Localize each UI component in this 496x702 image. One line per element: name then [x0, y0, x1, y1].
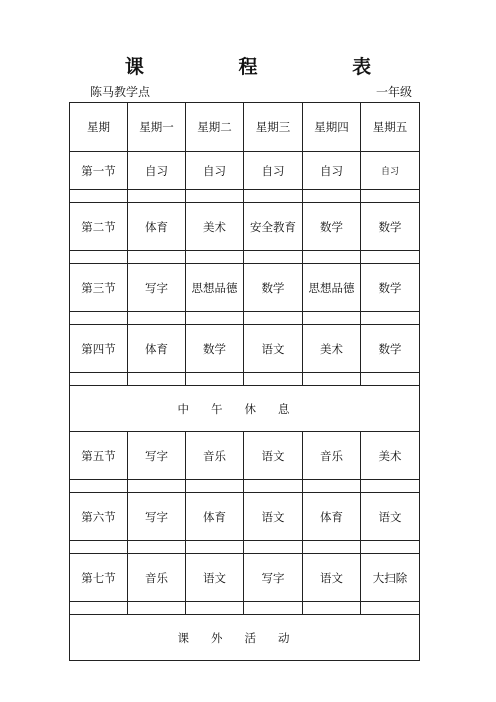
gap-row [70, 480, 420, 493]
period-cell: 第五节 [70, 432, 128, 480]
subject-cell: 写字 [244, 554, 303, 602]
subject-cell: 体育 [186, 493, 244, 541]
subject-cell: 思想品德 [186, 264, 244, 312]
subject-cell: 写字 [128, 493, 186, 541]
subject-cell: 语文 [244, 325, 303, 373]
subject-cell: 写字 [128, 432, 186, 480]
gap-row [70, 190, 420, 203]
subject-cell: 数学 [186, 325, 244, 373]
subject-cell: 自习 [361, 152, 420, 190]
lesson-row [70, 152, 420, 190]
subject-cell: 自习 [128, 152, 186, 190]
subject-cell: 思想品德 [303, 264, 361, 312]
lesson-row [70, 203, 420, 251]
subject-cell: 美术 [303, 325, 361, 373]
period-cell: 第六节 [70, 493, 128, 541]
subject-cell: 语文 [186, 554, 244, 602]
activities-row [70, 615, 420, 661]
subject-cell: 语文 [244, 493, 303, 541]
lesson-row [70, 493, 420, 541]
period-cell: 第一节 [70, 152, 128, 190]
subject-cell: 美术 [186, 203, 244, 251]
grade-label: 一年级 [375, 85, 412, 99]
subject-cell: 体育 [303, 493, 361, 541]
header-cell: 星期四 [303, 103, 361, 152]
lesson-row [70, 554, 420, 602]
noon-break-row [70, 386, 420, 432]
lesson-row [70, 264, 420, 312]
subject-cell: 自习 [244, 152, 303, 190]
subject-cell: 大扫除 [361, 554, 420, 602]
subject-cell: 数学 [244, 264, 303, 312]
period-cell: 第二节 [70, 203, 128, 251]
subject-cell: 语文 [303, 554, 361, 602]
lesson-row [70, 432, 420, 480]
activities-label: 课外活动 [70, 615, 420, 661]
gap-row [70, 373, 420, 386]
period-cell: 第四节 [70, 325, 128, 373]
subject-cell: 数学 [361, 325, 420, 373]
subject-cell: 写字 [128, 264, 186, 312]
subject-cell: 音乐 [186, 432, 244, 480]
subject-cell: 自习 [186, 152, 244, 190]
subject-cell: 自习 [303, 152, 361, 190]
header-cell: 星期三 [244, 103, 303, 152]
subject-cell: 体育 [128, 325, 186, 373]
gap-row [70, 312, 420, 325]
page-title: 课 程 表 [124, 56, 416, 78]
period-cell: 第三节 [70, 264, 128, 312]
header-cell: 星期一 [128, 103, 186, 152]
gap-row [70, 602, 420, 615]
subject-cell: 语文 [361, 493, 420, 541]
subject-cell: 数学 [361, 203, 420, 251]
schedule-table [69, 102, 420, 661]
subject-cell: 安全教育 [244, 203, 303, 251]
header-cell: 星期 [70, 103, 128, 152]
period-cell: 第七节 [70, 554, 128, 602]
school-name: 陈马教学点 [90, 85, 151, 99]
gap-row [70, 251, 420, 264]
subject-cell: 体育 [128, 203, 186, 251]
subject-cell: 音乐 [303, 432, 361, 480]
gap-row [70, 541, 420, 554]
subject-cell: 数学 [361, 264, 420, 312]
subject-cell: 语文 [244, 432, 303, 480]
subject-cell: 美术 [361, 432, 420, 480]
lesson-row [70, 325, 420, 373]
subject-cell: 音乐 [128, 554, 186, 602]
header-row [70, 103, 420, 152]
subject-cell: 数学 [303, 203, 361, 251]
header-cell: 星期五 [361, 103, 420, 152]
header-cell: 星期二 [186, 103, 244, 152]
noon-break-label: 中午休息 [70, 386, 420, 432]
